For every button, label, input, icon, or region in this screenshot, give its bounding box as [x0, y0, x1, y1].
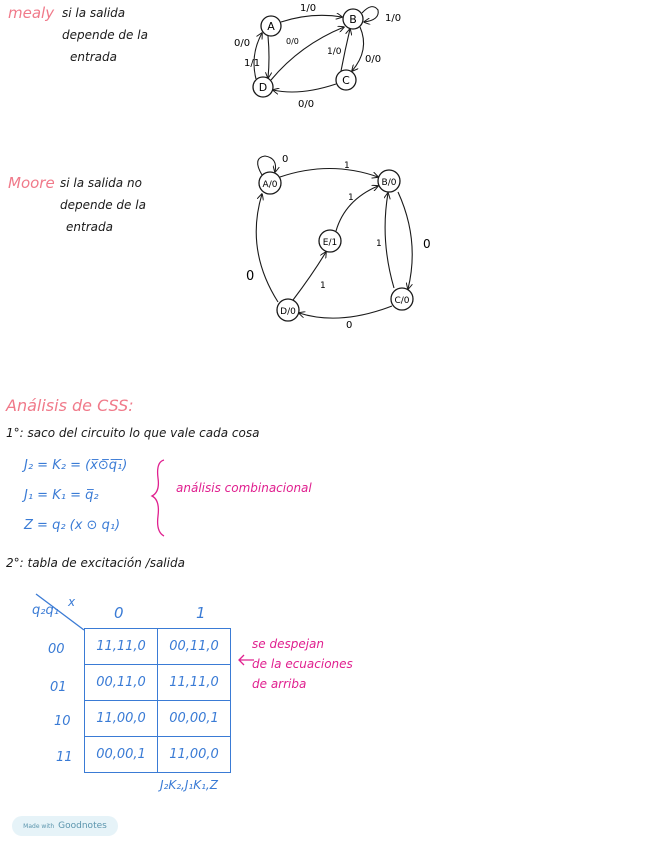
mealy-state-diagram — [0, 0, 656, 130]
row-header: 00 — [48, 642, 65, 657]
table-row — [85, 629, 231, 665]
badge-brand: Goodnotes — [58, 821, 107, 831]
edge-label: 1/0 — [327, 47, 342, 57]
row-variable-label: q₂q₁ — [32, 603, 59, 618]
edge-label: 0/0 — [286, 37, 299, 46]
edge-label: 0/0 — [365, 54, 382, 65]
table-cell: 11,11,0 — [158, 665, 231, 701]
state-node — [343, 9, 363, 29]
equations-note: análisis combinacional — [176, 481, 312, 495]
curly-brace — [150, 458, 180, 538]
table-note-line: se despejan — [252, 637, 324, 651]
state-node — [336, 70, 356, 90]
state-node — [378, 170, 400, 192]
svg-text:A: A — [267, 20, 275, 33]
analysis-title: Análisis de CSS: — [6, 396, 134, 415]
table-note-line: de la ecuaciones — [252, 657, 353, 671]
mealy-description-line: si la salida — [62, 6, 126, 20]
table-cell: 00,00,1 — [85, 737, 158, 773]
edge-label: 1 — [344, 161, 350, 171]
mealy-title: mealy — [8, 4, 55, 22]
state-node — [319, 230, 341, 252]
table-cell: 11,00,0 — [158, 737, 231, 773]
excitation-table — [84, 628, 231, 773]
edge-label: 1/1 — [244, 58, 261, 69]
column-header: 1 — [196, 604, 206, 622]
column-variable-label: x — [68, 595, 76, 609]
table-cell: 00,11,0 — [85, 665, 158, 701]
table-cell: 00,00,1 — [158, 701, 231, 737]
svg-text:D: D — [258, 81, 268, 94]
svg-text:C/0: C/0 — [394, 296, 410, 306]
table-cell: 00,11,0 — [158, 629, 231, 665]
state-node — [253, 77, 273, 97]
edge-label: 0 — [346, 320, 353, 331]
equation-j1-k1: J₁ = K₁ = q̅₂ — [24, 488, 99, 503]
svg-text:B: B — [349, 13, 357, 26]
equation-j2-k2: J₂ = K₂ = (x̅⊙̅q̅₁̅) — [24, 458, 128, 473]
edge-label: 0/0 — [234, 38, 251, 49]
svg-text:D/0: D/0 — [280, 307, 296, 317]
step-1-heading: 1°: saco del circuito lo que vale cada cosa — [6, 426, 260, 440]
column-header: 0 — [114, 604, 124, 622]
state-node — [261, 16, 281, 36]
made-with-goodnotes-badge[interactable] — [12, 816, 118, 836]
equation-z: Z = q₂ (x ⊙ q₁) — [24, 518, 121, 533]
table-note-line: de arriba — [252, 677, 307, 691]
edge-label: 1 — [376, 239, 382, 249]
table-footer: J₂K₂,J₁K₁,Z — [160, 778, 218, 792]
badge-prefix: Made with — [23, 823, 55, 830]
edge-label: 1 — [320, 281, 326, 291]
moore-description-line: si la salida no — [60, 176, 142, 190]
row-header: 01 — [50, 680, 67, 695]
moore-state-diagram — [0, 140, 656, 340]
state-node — [391, 288, 413, 310]
svg-text:B/0: B/0 — [381, 178, 397, 188]
edge-label: 0 — [246, 269, 255, 284]
table-row — [85, 701, 231, 737]
moore-description-line: entrada — [66, 220, 113, 234]
table-row — [85, 665, 231, 701]
table-note — [252, 634, 353, 694]
table-cell: 11,11,0 — [85, 629, 158, 665]
svg-text:C: C — [342, 74, 350, 87]
edge-label: 1/0 — [385, 13, 402, 24]
moore-title: Moore — [8, 174, 55, 192]
row-header: 11 — [56, 750, 73, 765]
svg-text:A/0: A/0 — [262, 180, 278, 190]
edge-label: 0 — [423, 237, 431, 251]
edge-label: 1 — [348, 193, 354, 203]
mealy-description-line: depende de la — [62, 28, 148, 42]
state-node — [277, 299, 299, 321]
state-node — [259, 172, 281, 194]
mealy-description-line: entrada — [70, 50, 117, 64]
edge-label: 0 — [282, 154, 289, 165]
table-row — [85, 737, 231, 773]
step-2-heading: 2°: tabla de excitación /salida — [6, 556, 185, 570]
row-header: 10 — [54, 714, 71, 729]
edge-label: 0/0 — [298, 99, 315, 110]
moore-description-line: depende de la — [60, 198, 146, 212]
edge-label: 1/0 — [300, 3, 317, 14]
svg-text:E/1: E/1 — [322, 238, 338, 248]
table-cell: 11,00,0 — [85, 701, 158, 737]
